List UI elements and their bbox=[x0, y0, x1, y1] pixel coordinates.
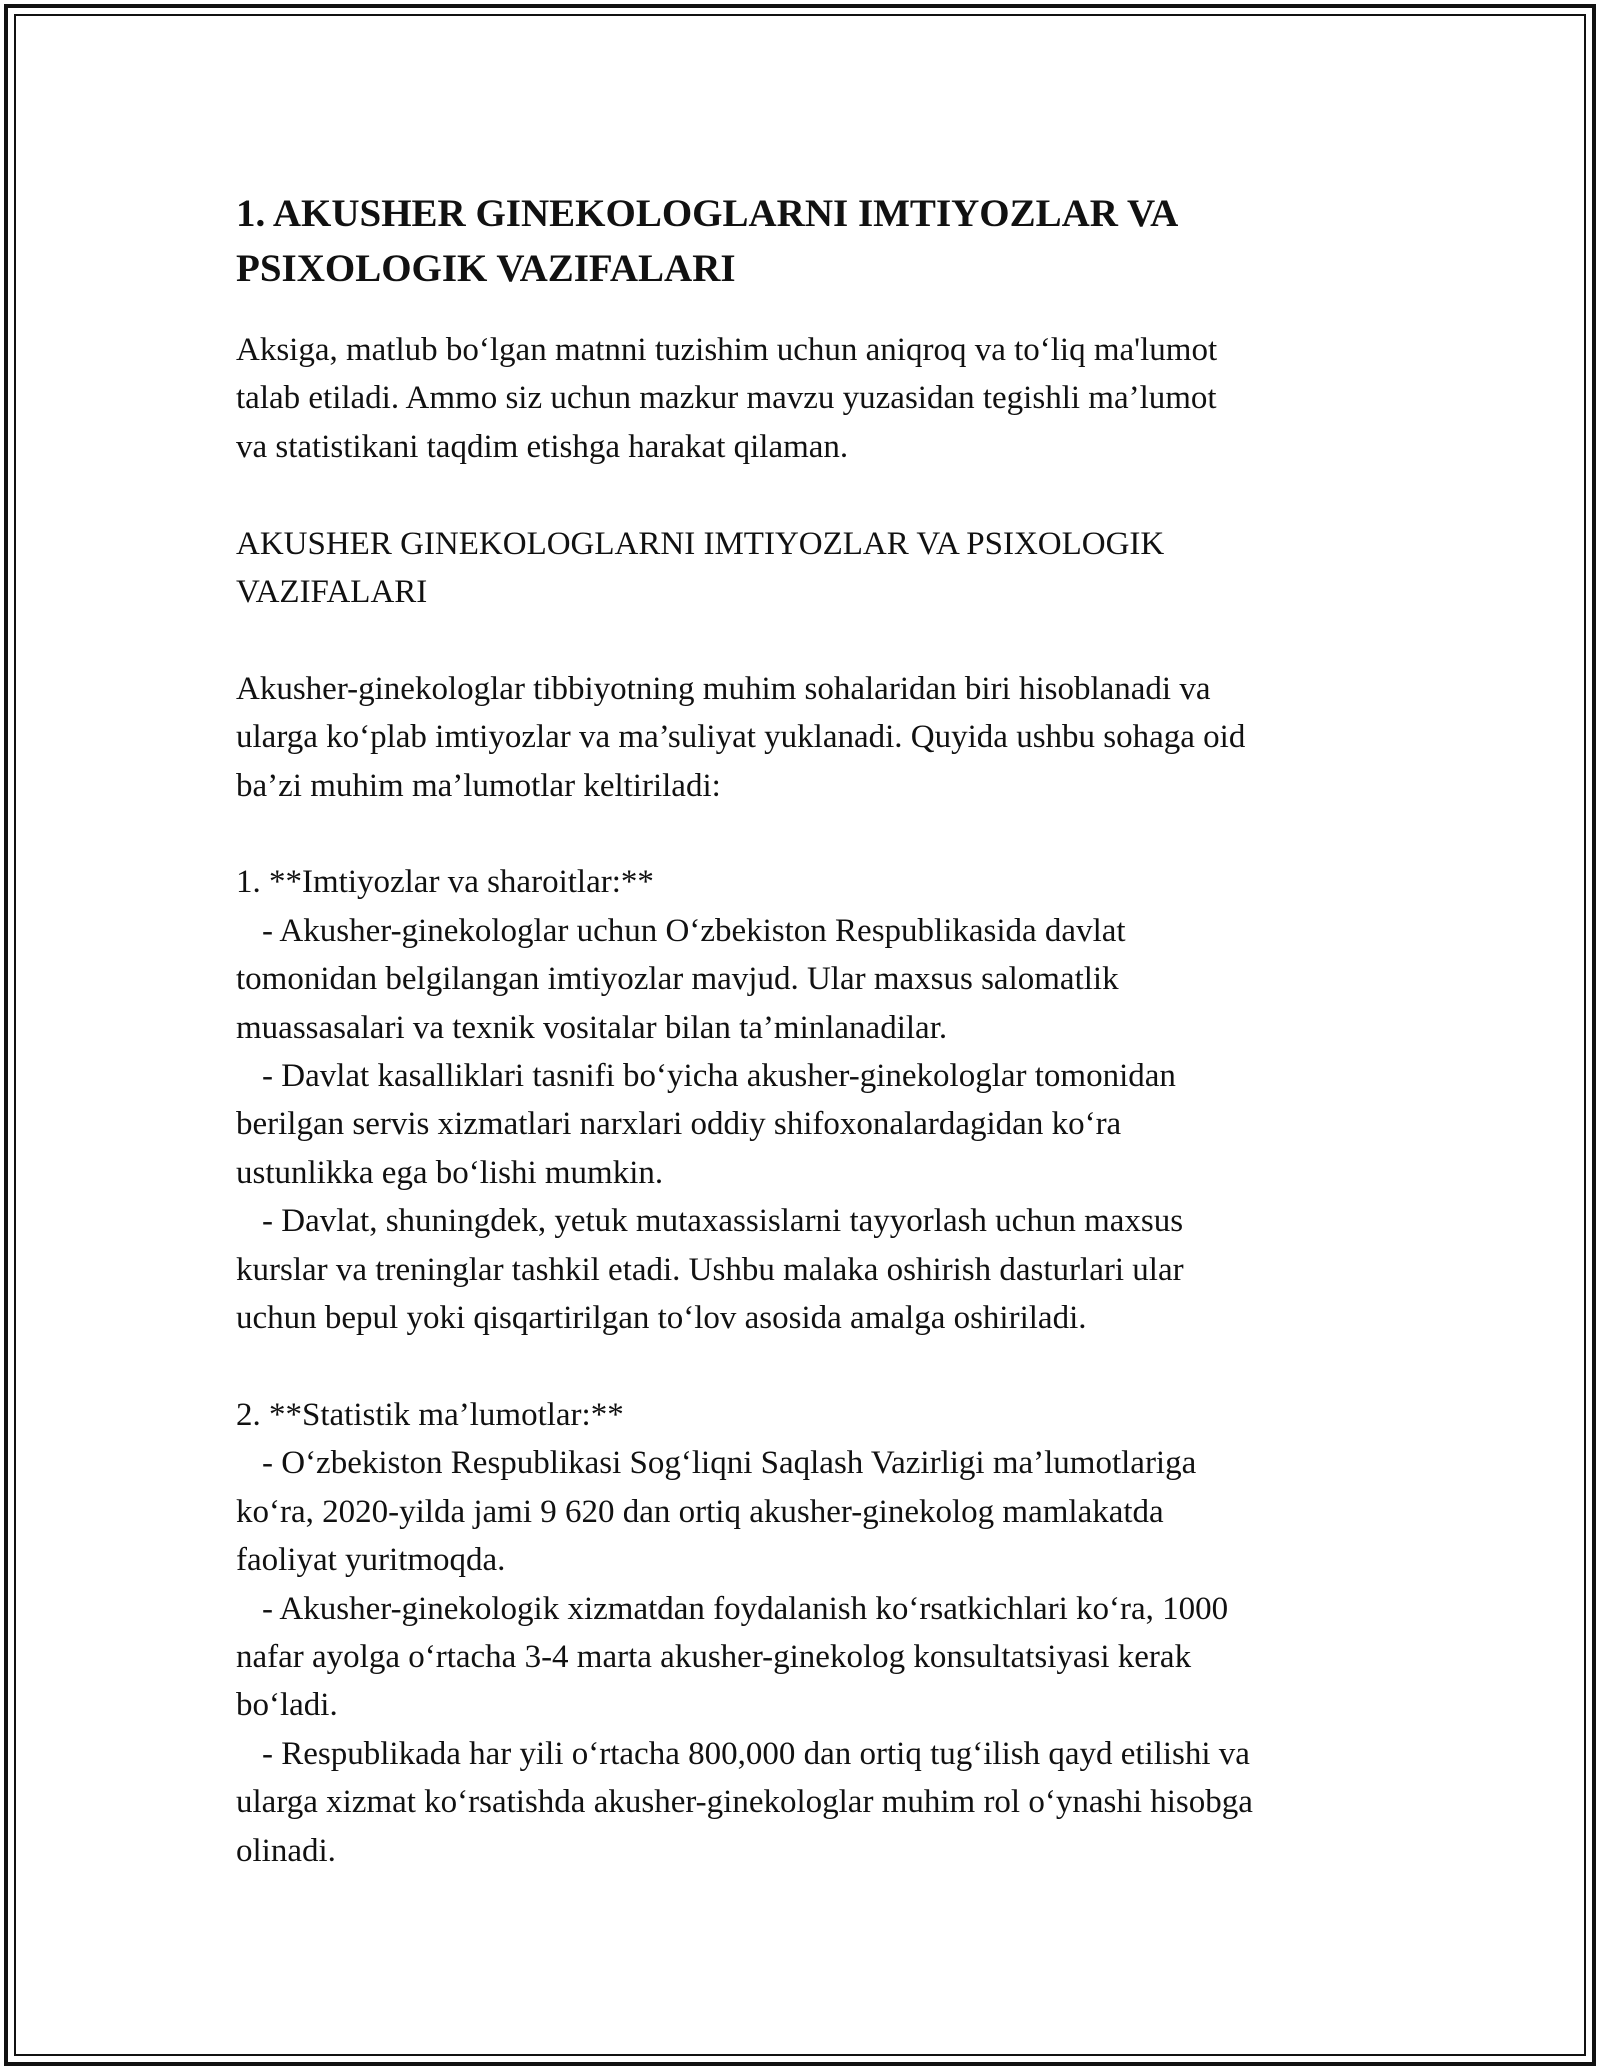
section-statistics bbox=[236, 1391, 1376, 1875]
spacer bbox=[236, 810, 1376, 858]
document-title: 1. AKUSHER GINEKOLOGLARNI IMTIYOZLAR VA PSIXOLOGIK VAZIFALARI bbox=[236, 192, 1179, 290]
list-item: - O‘zbekiston Respublikasi Sog‘liqni Saqlash Vazirligi ma’lumotlariga ko‘ra, 2020-yilda jami 9 620 dan ortiq akusher-ginekolog mamlakatda faoliyat yuritmoqda. bbox=[236, 1445, 1197, 1579]
section-statistics-title: 2. **Statistik ma’lumotlar:** bbox=[236, 1396, 624, 1433]
list-item: - Akusher-ginekologik xizmatdan foydalanish ko‘rsatkichlari ko‘ra, 1000 nafar ayolga o‘rtacha 3-4 marta akusher-ginekolog konsultatsiyasi kerak bo‘ladi. bbox=[236, 1590, 1229, 1724]
spacer bbox=[236, 1342, 1376, 1390]
section-subtitle: AKUSHER GINEKOLOGLARNI IMTIYOZLAR VA PSIXOLOGIK VAZIFALARI bbox=[236, 525, 1165, 611]
spacer bbox=[236, 471, 1376, 519]
spacer bbox=[236, 616, 1376, 664]
section-privileges bbox=[236, 858, 1376, 1342]
list-item: - Akusher-ginekologlar uchun O‘zbekiston Respublikasida davlat tomonidan belgilangan imtiyozlar mavjud. Ular maxsus salomatlik muassasalari va texnik vositalar bilan ta’minlanadilar. bbox=[236, 912, 1126, 1046]
list-item: - Respublikada har yili o‘rtacha 800,000 dan ortiq tug‘ilish qayd etilishi va ularga xizmat ko‘rsatishda akusher-ginekologlar muhim rol o‘ynashi hisobga olinadi. bbox=[236, 1735, 1253, 1869]
lead-paragraph: Akusher-ginekologlar tibbiyotning muhim sohalaridan biri hisoblanadi va ularga ko‘plab imtiyozlar va ma’suliyat yuklanadi. Quyida ushbu sohaga oid ba’zi muhim ma’lumotlar keltiriladi: bbox=[236, 670, 1246, 804]
list-item: - Davlat, shuningdek, yetuk mutaxassislarni tayyorlash uchun maxsus kurslar va treninglar tashkil etadi. Ushbu malaka oshirish dasturlari ular uchun bepul yoki qisqartirilgan to‘lov asosida amalga oshiriladi. bbox=[236, 1203, 1184, 1337]
intro-paragraph: Aksiga, matlub bo‘lgan matnni tuzishim uchun aniqroq va to‘liq ma'lumot talab etiladi. Ammo siz uchun mazkur mavzu yuzasidan tegishli ma’lumot va statistikani taqdim etishga harakat qilaman. bbox=[236, 332, 1218, 465]
section-privileges-title: 1. **Imtiyozlar va sharoitlar:** bbox=[236, 864, 654, 901]
document-body bbox=[236, 186, 1376, 1875]
list-item: - Davlat kasalliklari tasnifi bo‘yicha akusher-ginekologlar tomonidan berilgan servis xizmatlari narxlari oddiy shifoxonalardagidan ko‘ra ustunlikka ega bo‘lishi mumkin. bbox=[236, 1058, 1176, 1191]
